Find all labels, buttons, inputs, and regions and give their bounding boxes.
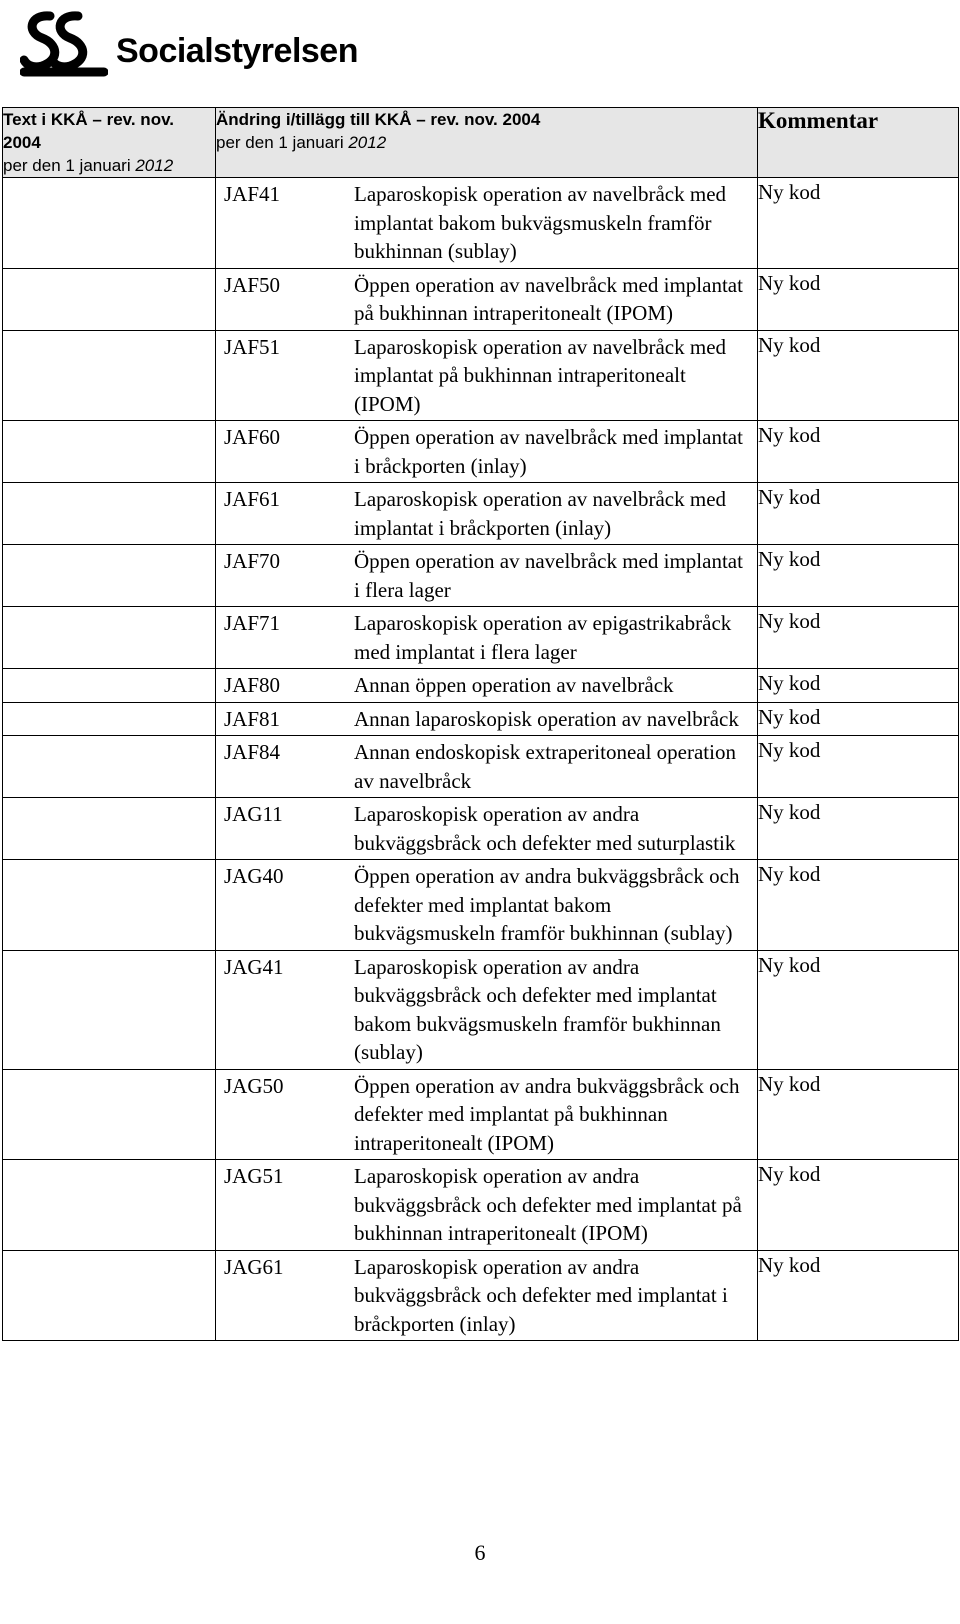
procedure-code: JAF81 — [224, 706, 281, 731]
original-text-cell — [3, 421, 216, 483]
header-col1-subtitle — [3, 154, 215, 177]
change-cell — [216, 736, 758, 798]
procedure-code: JAG41 — [224, 954, 284, 979]
procedure-code: JAG40 — [224, 864, 284, 888]
original-text-cell — [3, 950, 216, 1069]
comment-cell: Ny kod — [758, 736, 959, 798]
table-row — [3, 330, 959, 421]
change-cell — [216, 798, 758, 860]
header-col2-subtitle-year: 2012 — [348, 133, 387, 152]
change-cell — [216, 330, 758, 421]
comment-cell: Ny kod — [758, 421, 959, 483]
original-text-cell — [3, 607, 216, 669]
header-col-change — [216, 108, 758, 178]
comment-cell: Ny kod — [758, 1250, 959, 1341]
comment-cell: Ny kod — [758, 178, 959, 269]
header-col2-subtitle-prefix: per den 1 januari — [216, 133, 349, 152]
change-cell — [216, 1069, 758, 1160]
procedure-description: Laparoskopisk operation av andra bukväggsbråck och defekter med suturplastik — [354, 802, 736, 855]
change-cell — [216, 178, 758, 269]
procedure-description: Laparoskopisk operation av andra bukväggsbråck och defekter med implantat bakom bukvägsmuskeln framför bukhinnan (sublay) — [354, 954, 721, 1064]
original-text-cell — [3, 268, 216, 330]
comment-cell: Ny kod — [758, 268, 959, 330]
procedure-description: Laparoskopisk operation av navelbråck med implantat bakom bukvägsmuskeln framför bukhinnan (sublay) — [354, 182, 727, 263]
procedure-description: Annan endoskopisk extraperitoneal operation av navelbråck — [354, 740, 736, 793]
table-row — [3, 798, 959, 860]
change-cell — [216, 950, 758, 1069]
comment-cell: Ny kod — [758, 950, 959, 1069]
table-row — [3, 1069, 959, 1160]
original-text-cell — [3, 1069, 216, 1160]
procedure-code: JAF84 — [224, 740, 281, 764]
change-cell — [216, 483, 758, 545]
procedure-description: Öppen operation av navelbråck med implantat på bukhinnan intraperitonealt (IPOM) — [354, 272, 743, 325]
comment-cell: Ny kod — [758, 483, 959, 545]
original-text-cell — [3, 669, 216, 703]
header-col2-title: Ändring i/tillägg till KKÅ – rev. nov. 2004 — [216, 110, 541, 129]
procedure-code: JAG11 — [224, 802, 283, 826]
table-body — [3, 178, 959, 1341]
header-col1-title: Text i KKÅ – rev. nov. 2004 — [3, 110, 174, 152]
change-cell — [216, 545, 758, 607]
procedure-code: JAF41 — [224, 182, 281, 206]
table-header-row — [3, 108, 959, 178]
comment-cell: Ny kod — [758, 669, 959, 703]
procedure-code: JAF80 — [224, 673, 281, 697]
procedure-description: Annan öppen operation av navelbråck — [354, 673, 674, 697]
header-col1-subtitle-year: 2012 — [135, 156, 174, 175]
comment-cell: Ny kod — [758, 1069, 959, 1160]
table-row — [3, 736, 959, 798]
logo-text: Socialstyrelsen — [116, 31, 358, 70]
change-cell — [216, 669, 758, 703]
comment-cell: Ny kod — [758, 1160, 959, 1251]
comment-cell: Ny kod — [758, 545, 959, 607]
procedure-code: JAF60 — [224, 425, 281, 449]
original-text-cell — [3, 178, 216, 269]
original-text-cell — [3, 545, 216, 607]
header-logo — [20, 4, 358, 80]
header-col2-subtitle — [216, 131, 757, 154]
original-text-cell — [3, 702, 216, 736]
procedure-code: JAG61 — [224, 1254, 284, 1279]
table-row — [3, 268, 959, 330]
table-row — [3, 545, 959, 607]
socialstyrelsen-emblem-icon — [20, 6, 108, 78]
procedure-code: JAF61 — [224, 487, 281, 511]
table-row — [3, 607, 959, 669]
comment-cell: Ny kod — [758, 860, 959, 951]
comment-cell: Ny kod — [758, 798, 959, 860]
procedure-description: Laparoskopisk operation av navelbråck med implantat på bukhinnan intraperitonealt (IPOM) — [354, 334, 727, 416]
procedure-description: Öppen operation av navelbråck med implantat i flera lager — [354, 549, 743, 602]
header-col1-subtitle-prefix: per den 1 januari — [3, 156, 136, 175]
comment-cell: Ny kod — [758, 702, 959, 736]
procedure-code: JAF51 — [224, 334, 281, 359]
table-row — [3, 1160, 959, 1251]
change-cell — [216, 268, 758, 330]
change-cell — [216, 607, 758, 669]
change-cell — [216, 702, 758, 736]
change-cell — [216, 860, 758, 951]
table-row — [3, 483, 959, 545]
table-row — [3, 1250, 959, 1341]
procedure-description: Öppen operation av andra bukväggsbråck och defekter med implantat på bukhinnan intraperitonealt (IPOM) — [354, 1073, 740, 1155]
procedure-description: Laparoskopisk operation av navelbråck med implantat i bråckporten (inlay) — [354, 487, 727, 540]
table-row — [3, 178, 959, 269]
header-col-original-text — [3, 108, 216, 178]
procedure-description: Öppen operation av andra bukväggsbråck och defekter med implantat bakom bukvägsmuskeln framför bukhinnan (sublay) — [354, 864, 740, 945]
original-text-cell — [3, 483, 216, 545]
change-cell — [216, 1250, 758, 1341]
table-row — [3, 950, 959, 1069]
comment-cell: Ny kod — [758, 607, 959, 669]
classification-table — [2, 107, 959, 1341]
procedure-code: JAG51 — [224, 1164, 284, 1188]
procedure-code: JAF70 — [224, 549, 281, 573]
comment-cell: Ny kod — [758, 330, 959, 421]
table-row — [3, 421, 959, 483]
original-text-cell — [3, 798, 216, 860]
procedure-description: Annan laparoskopisk operation av navelbråck — [354, 706, 739, 731]
procedure-code: JAG50 — [224, 1073, 284, 1098]
table-row — [3, 669, 959, 703]
original-text-cell — [3, 736, 216, 798]
original-text-cell — [3, 330, 216, 421]
procedure-description: Laparoskopisk operation av andra bukväggsbråck och defekter med implantat i bråckporten (inlay) — [354, 1254, 728, 1336]
original-text-cell — [3, 860, 216, 951]
procedure-description: Öppen operation av navelbråck med implantat i bråckporten (inlay) — [354, 425, 743, 478]
original-text-cell — [3, 1160, 216, 1251]
header-col-comment: Kommentar — [758, 108, 959, 178]
page-number: 6 — [474, 1540, 486, 1565]
change-cell — [216, 421, 758, 483]
procedure-description: Laparoskopisk operation av epigastrikabråck med implantat i flera lager — [354, 611, 732, 664]
procedure-code: JAF71 — [224, 611, 281, 635]
procedure-code: JAF50 — [224, 272, 281, 297]
original-text-cell — [3, 1250, 216, 1341]
table-row — [3, 702, 959, 736]
procedure-description: Laparoskopisk operation av andra bukväggsbråck och defekter med implantat på bukhinnan intraperitonealt (IPOM) — [354, 1164, 742, 1245]
table-row — [3, 860, 959, 951]
change-cell — [216, 1160, 758, 1251]
